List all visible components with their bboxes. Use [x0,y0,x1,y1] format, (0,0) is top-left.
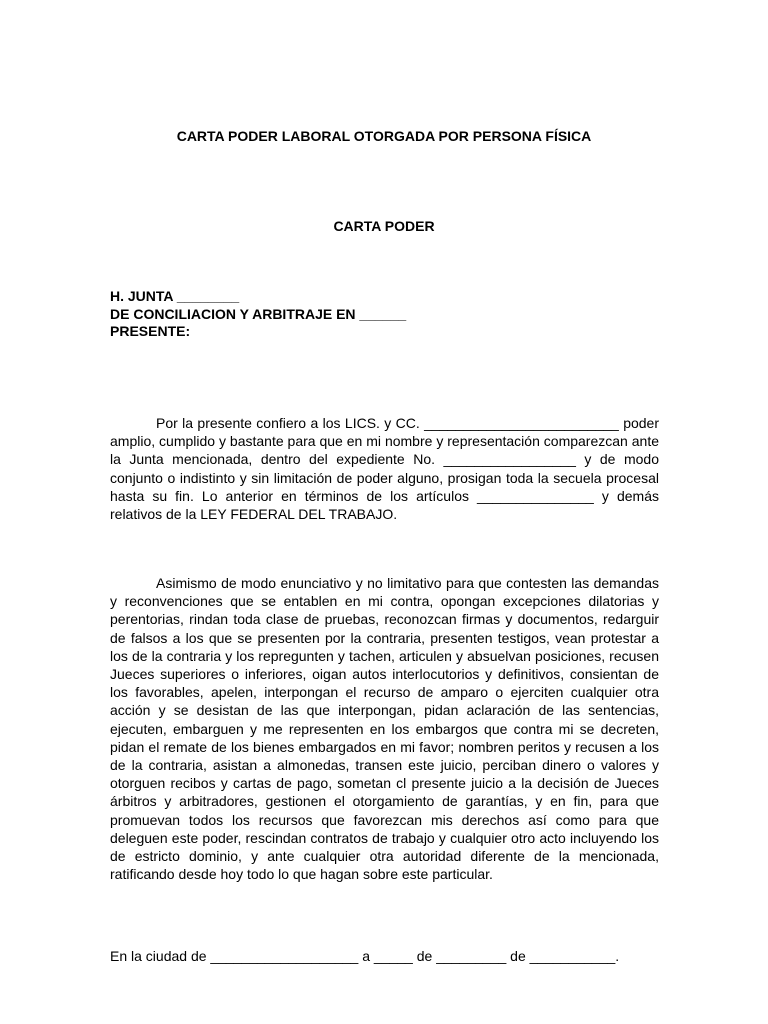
addressee-block [110,288,670,341]
addressee-line-presente: PRESENTE: [110,323,191,339]
closing-place-date: En la ciudad de ___________________ a _____ de _________ de ___________. [110,948,620,964]
document-subtitle: CARTA PODER [333,218,435,234]
paragraph-facultades: Asimismo de modo enunciativo y no limitativo para que contesten las demandas y reconvenciones que se entablen en mi contra, opongan excepciones dilatorias y perentorias, rindan toda clase de pruebas, reconozcan firmas y documentos, redarguir de falsos a los que se presenten por la contraria, presenten testigos, vean protestar a los de la contraria y los repregunten y tachen, articulen y absuelvan posiciones, recusen Jueces superiores o inferiores, oigan autos interlocutorios y definitivos, consientan de los favorables, apelen, interpongan el recurso de amparo o ejerciten cualquier otra acción y se desistan de las que interpongan, pidan aclaración de las sentencias, ejecuten, embarguen y me representen en los embargos que contra mi se decreten, pidan el remate de los bienes embargados en mi favor; nombren peritos y recusen a los de la contraria, asistan a almonedas, transen este juicio, perciban dinero o valores y otorguen recibos y cartas de pago, sometan cl presente juicio a la decisión de Jueces árbitros y arbitradores, gestionen el otorgamiento de garantías, y en fin, para que promuevan todos los recursos que favorezcan mis derechos así como para que deleguen este poder, rescindan contratos de trabajo y cualquier otro acto incluyendo los de estricto dominio, y ante cualquier otra autoridad diferente de la mencionada, ratificando desde hoy todo lo que hagan sobre este particular. [110,575,659,883]
addressee-line-conciliacion: DE CONCILIACION Y ARBITRAJE EN ______ [110,305,407,322]
addressee-line-junta: H. JUNTA ________ [110,288,240,304]
document-title: CARTA PODER LABORAL OTORGADA POR PERSONA FÍSICA [176,128,592,144]
paragraph-poder: Por la presente confiero a los LICS. y CC. _________________________ poder amplio, cumplido y bastante para que en mi nombre y representación comparezcan ante la Junta mencionada, dentro del expediente No. _________________ y de modo conjunto o indistinto y sin limitación de poder alguno, prosigan toda la secuela procesal hasta su fin. Lo anterior en términos de los artículos _______________ y demás relativos de la LEY FEDERAL DEL TRABAJO. [110,415,659,523]
